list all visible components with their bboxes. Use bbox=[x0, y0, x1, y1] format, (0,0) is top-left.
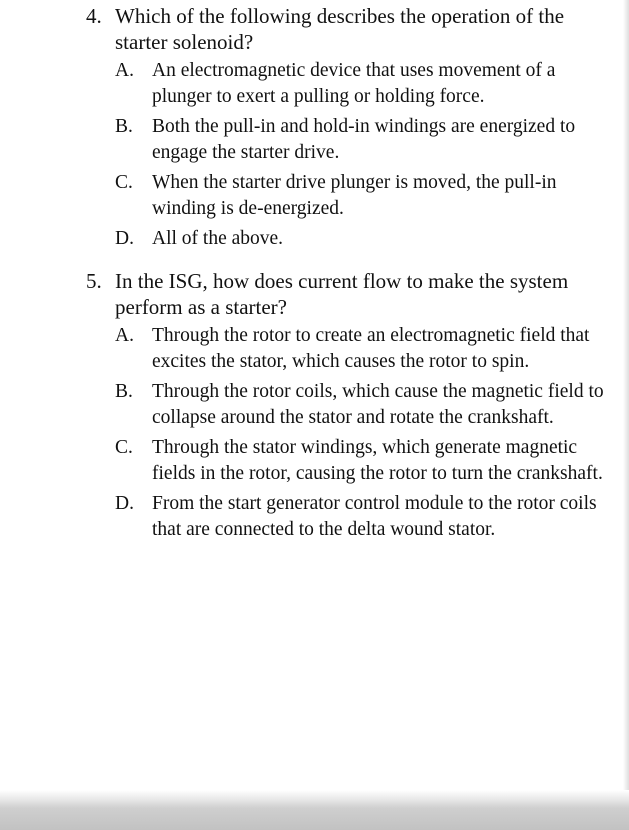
question-list bbox=[86, 3, 611, 547]
option-text: Through the rotor coils, which cause the magnetic field to collapse around the stator and rotate the crankshaft. bbox=[152, 381, 604, 428]
option-text: An electromagnetic device that uses movement of a plunger to exert a pulling or holding force. bbox=[152, 60, 556, 107]
option-letter: B. bbox=[115, 381, 133, 402]
option-letter: B. bbox=[115, 116, 133, 137]
page-edge-shadow bbox=[623, 0, 629, 830]
option-letter: A. bbox=[115, 60, 134, 81]
option-letter: C. bbox=[115, 437, 133, 458]
option-letter: A. bbox=[115, 325, 134, 346]
answer-option-d bbox=[115, 226, 611, 252]
answer-option-d bbox=[115, 491, 611, 543]
answer-option-a bbox=[115, 323, 611, 375]
question-stem bbox=[86, 268, 611, 320]
option-letter: D. bbox=[115, 228, 134, 249]
option-text: All of the above. bbox=[152, 228, 284, 249]
question-4 bbox=[86, 3, 611, 252]
option-letter: D. bbox=[115, 493, 134, 514]
option-text: When the starter drive plunger is moved, the pull-in winding is de-energized. bbox=[152, 172, 557, 219]
answer-options bbox=[86, 58, 611, 252]
answer-option-c bbox=[115, 170, 611, 222]
option-letter: C. bbox=[115, 172, 133, 193]
answer-option-b bbox=[115, 379, 611, 431]
question-text: Which of the following describes the operation of the starter solenoid? bbox=[115, 4, 565, 54]
answer-option-b bbox=[115, 114, 611, 166]
page-bottom-shadow bbox=[0, 790, 629, 830]
option-text: Through the stator windings, which generate magnetic fields in the rotor, causing the rotor to turn the crankshaft. bbox=[152, 437, 603, 484]
question-stem bbox=[86, 3, 611, 55]
option-text: From the start generator control module to the rotor coils that are connected to the delta wound stator. bbox=[152, 493, 597, 540]
answer-options bbox=[86, 323, 611, 543]
answer-option-a bbox=[115, 58, 611, 110]
question-number: 4. bbox=[86, 4, 102, 28]
option-text: Through the rotor to create an electromagnetic field that excites the stator, which causes the rotor to spin. bbox=[152, 325, 590, 372]
question-5 bbox=[86, 268, 611, 543]
answer-option-c bbox=[115, 435, 611, 487]
question-text: In the ISG, how does current flow to make the system perform as a starter? bbox=[115, 269, 569, 319]
question-number: 5. bbox=[86, 269, 102, 293]
option-text: Both the pull-in and hold-in windings are energized to engage the starter drive. bbox=[152, 116, 576, 163]
